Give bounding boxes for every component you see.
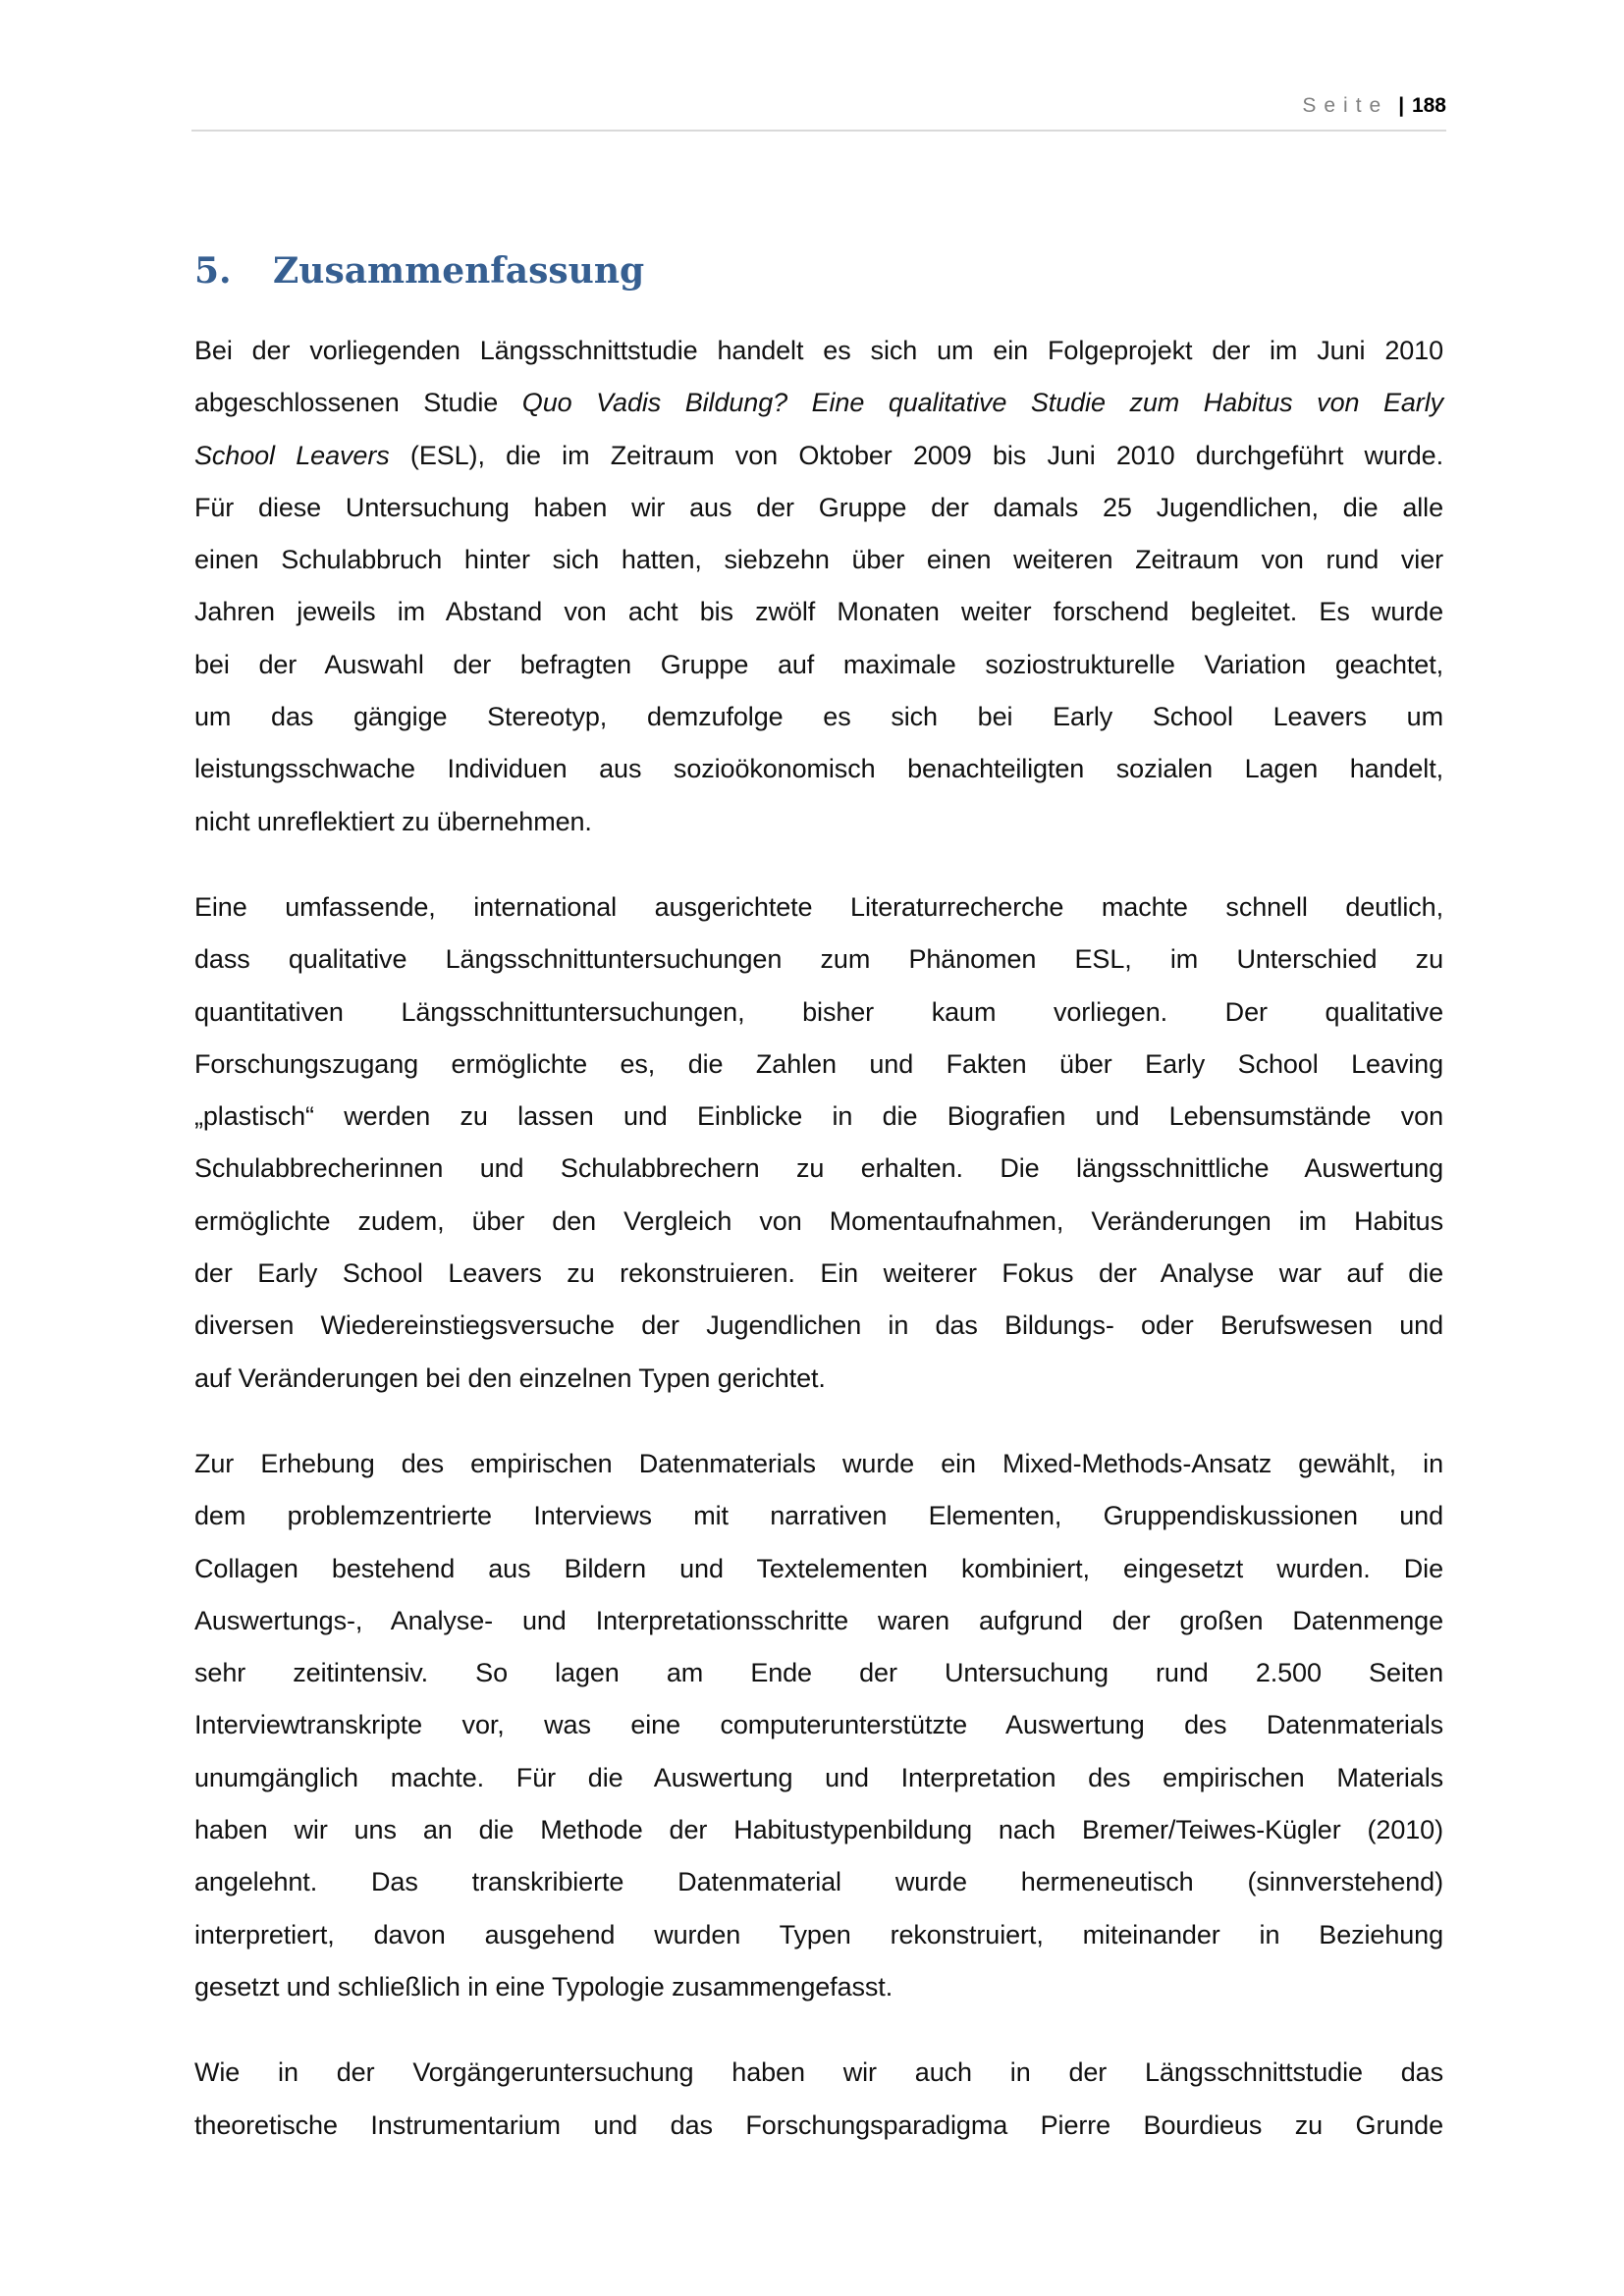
text-line — [194, 1490, 1443, 1542]
text-segment: Für diese Untersuchung haben wir aus der Gruppe der damals 25 Jugendlichen, die alle — [194, 492, 1443, 522]
text-segment: Bei der vorliegenden Längsschnittstudie handelt es sich um ein Folgeprojekt der im Juni 2010 — [194, 336, 1443, 365]
text-segment: (ESL), die im Zeitraum von Oktober 2009 bis Juni 2010 durchgeführt wurde. — [389, 440, 1443, 470]
text-line — [194, 1752, 1443, 1804]
text-segment: Auswertungs-, Analyse- und Interpretationsschritte waren aufgrund der großen Datenmenge — [194, 1605, 1443, 1635]
text-line — [194, 482, 1443, 534]
text-line — [194, 1699, 1443, 1751]
text-line — [194, 987, 1443, 1039]
text-line — [194, 1196, 1443, 1248]
paragraph — [194, 325, 1443, 848]
paragraph — [194, 881, 1443, 1405]
text-line — [194, 1300, 1443, 1352]
text-segment: um das gängige Stereotyp, demzufolge es sich bei Early School Leavers um — [194, 702, 1443, 732]
text-line — [194, 377, 1443, 429]
text-line — [194, 1248, 1443, 1300]
italic-title-text: School Leavers — [194, 440, 390, 470]
text-line — [194, 325, 1443, 377]
section-heading — [194, 250, 644, 292]
paragraph — [194, 2047, 1443, 2152]
text-segment: interpretiert, davon ausgehend wurden Typen rekonstruiert, miteinander in Beziehung — [194, 1919, 1443, 1949]
text-line — [194, 1595, 1443, 1647]
text-segment: dass qualitative Längsschnittuntersuchungen zum Phänomen ESL, im Unterschied zu — [194, 944, 1443, 975]
text-segment: dem problemzentrierte Interviews mit narrativen Elementen, Gruppendiskussionen und — [194, 1501, 1443, 1531]
text-line — [194, 743, 1443, 795]
page-label: Seite — [1302, 94, 1389, 117]
text-line — [194, 1353, 1443, 1405]
text-segment: angelehnt. Das transkribierte Datenmaterial wurde hermeneutisch (sinnverstehend) — [194, 1867, 1443, 1897]
section-title: Zusammenfassung — [273, 250, 645, 292]
text-line — [194, 1647, 1443, 1699]
text-segment: Zur Erhebung des empirischen Datenmaterials wurde ein Mixed-Methods-Ansatz gewählt, in — [194, 1448, 1443, 1478]
text-segment: gesetzt und schließlich in eine Typologie zusammengefasst. — [194, 1971, 893, 2002]
text-segment: leistungsschwache Individuen aus sozioökonomisch benachteiligten sozialen Lagen handelt, — [194, 754, 1443, 784]
text-line — [194, 1909, 1443, 1961]
text-segment: der Early School Leavers zu rekonstruieren. Ein weiterer Fokus der Analyse war auf die — [194, 1258, 1443, 1289]
text-line — [194, 534, 1443, 586]
paragraph — [194, 1438, 1443, 2013]
text-segment: auf Veränderungen bei den einzelnen Typen gerichtet. — [194, 1362, 826, 1393]
text-segment: theoretische Instrumentarium und das Forschungsparadigma Pierre Bourdieus zu Grunde — [194, 2109, 1443, 2140]
text-segment: Wie in der Vorgängeruntersuchung haben wir auch in der Längsschnittstudie das — [194, 2057, 1443, 2088]
text-line — [194, 1856, 1443, 1908]
text-line — [194, 639, 1443, 691]
text-line — [194, 1543, 1443, 1595]
text-line — [194, 934, 1443, 986]
text-segment: quantitativen Längsschnittuntersuchungen, bisher kaum vorliegen. Der qualitative — [194, 996, 1443, 1027]
text-segment: unumgänglich machte. Für die Auswertung und Interpretation des empirischen Materials — [194, 1762, 1443, 1792]
text-line — [194, 1091, 1443, 1143]
text-segment: Eine umfassende, international ausgerichtete Literaturrecherche machte schnell deutlich, — [194, 891, 1443, 922]
text-segment: Interviewtranskripte vor, was eine computerunterstützte Auswertung des Datenmaterials — [194, 1710, 1443, 1740]
text-line — [194, 796, 1443, 848]
text-line — [194, 430, 1443, 482]
page-number: 188 — [1411, 94, 1446, 117]
text-segment: nicht unreflektiert zu übernehmen. — [194, 806, 592, 836]
text-segment: ermöglichte zudem, über den Vergleich von Momentaufnahmen, Veränderungen im Habitus — [194, 1205, 1443, 1236]
text-segment: Jahren jeweils im Abstand von acht bis zwölf Monaten weiter forschend begleitet. Es wurde — [194, 597, 1443, 627]
text-line — [194, 691, 1443, 743]
page-header — [191, 94, 1446, 132]
text-line — [194, 2100, 1443, 2152]
text-segment: bei der Auswahl der befragten Gruppe auf maximale soziostrukturelle Variation geachtet, — [194, 649, 1443, 679]
text-line — [194, 1804, 1443, 1856]
text-segment: diversen Wiedereinstiegsversuche der Jugendlichen in das Bildungs- oder Berufswesen und — [194, 1310, 1443, 1341]
header-separator: | — [1398, 94, 1405, 117]
text-segment: „plastisch“ werden zu lassen und Einblicke in die Biografien und Lebensumstände von — [194, 1101, 1443, 1132]
text-segment: Forschungszugang ermöglichte es, die Zahlen und Fakten über Early School Leaving — [194, 1048, 1443, 1079]
text-segment: haben wir uns an die Methode der Habitustypenbildung nach Bremer/Teiwes-Kügler (2010) — [194, 1815, 1443, 1845]
text-line — [194, 1438, 1443, 1490]
text-line — [194, 586, 1443, 638]
section-number: 5. — [194, 250, 232, 292]
text-line — [194, 881, 1443, 934]
text-segment: abgeschlossenen Studie — [194, 388, 522, 418]
text-line — [194, 1039, 1443, 1091]
text-segment: Collagen bestehend aus Bildern und Textelementen kombiniert, eingesetzt wurden. Die — [194, 1553, 1443, 1583]
text-line — [194, 1143, 1443, 1195]
text-segment: Schulabbrecherinnen und Schulabbrechern zu erhalten. Die längsschnittliche Auswertung — [194, 1153, 1443, 1184]
italic-title-text: Quo Vadis Bildung? Eine qualitative Studie zum Habitus von Early — [521, 388, 1443, 418]
text-line — [194, 2047, 1443, 2099]
document-body — [194, 325, 1443, 2185]
text-segment: einen Schulabbruch hinter sich hatten, siebzehn über einen weiteren Zeitraum von rund vier — [194, 545, 1443, 575]
text-line — [194, 1961, 1443, 2013]
text-segment: sehr zeitintensiv. So lagen am Ende der Untersuchung rund 2.500 Seiten — [194, 1658, 1443, 1688]
